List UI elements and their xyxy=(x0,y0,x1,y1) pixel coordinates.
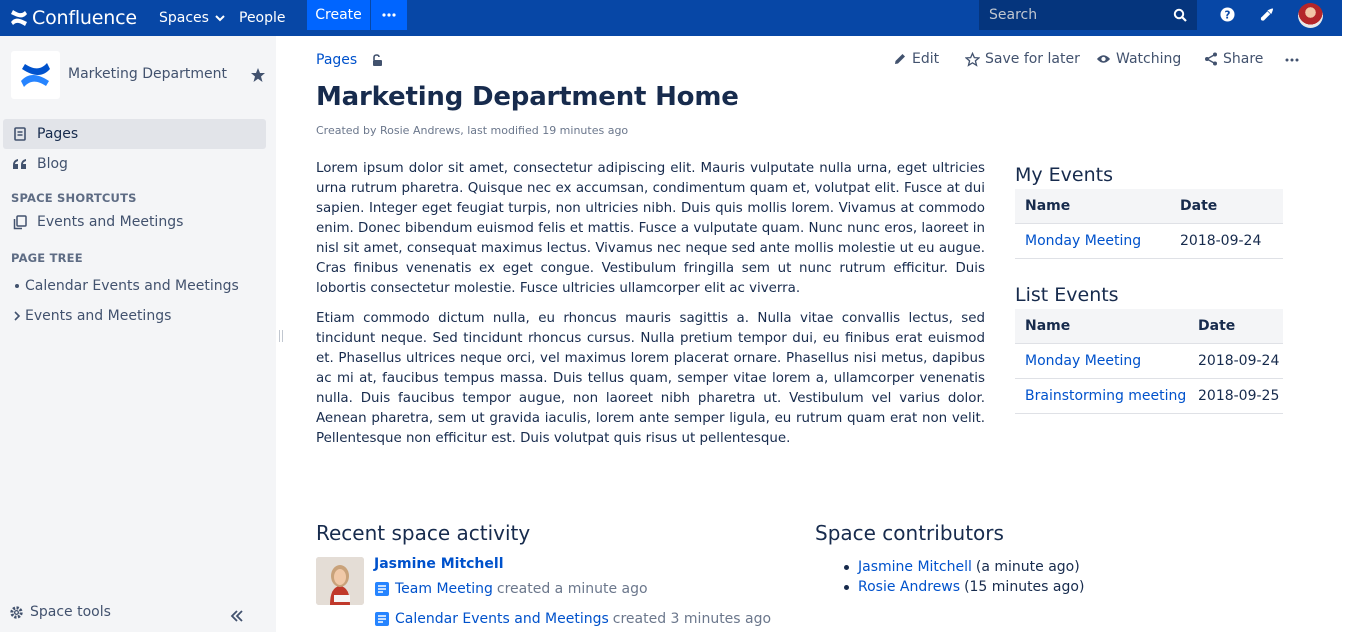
sidebar-item-pages[interactable] xyxy=(3,119,266,149)
more-actions-button[interactable] xyxy=(1285,58,1299,62)
tree-item-label: Calendar Events and Meetings xyxy=(25,278,239,294)
activity-meta: created a minute ago xyxy=(496,581,648,597)
list-item xyxy=(841,577,1084,597)
event-date: 2018-09-24 xyxy=(1170,223,1283,258)
tree-item-calendar-events[interactable] xyxy=(8,271,239,301)
activity-page-link[interactable]: Calendar Events and Meetings xyxy=(395,611,609,627)
brand-name: Confluence xyxy=(32,7,137,29)
page-icon xyxy=(374,581,390,597)
more-dots-icon xyxy=(382,13,396,17)
shortcut-events-and-meetings[interactable] xyxy=(0,207,266,237)
sidebar-item-blog[interactable] xyxy=(0,149,266,179)
share-button[interactable] xyxy=(1204,51,1263,67)
list-item xyxy=(841,557,1084,577)
confluence-space-icon xyxy=(11,51,60,99)
space-contributors-heading: Space contributors xyxy=(815,521,1004,545)
edit-button[interactable] xyxy=(893,51,939,67)
pencil-icon xyxy=(893,52,907,66)
create-button[interactable]: Create xyxy=(307,0,370,30)
eye-icon xyxy=(1096,53,1111,65)
table-row xyxy=(1015,378,1283,413)
top-navigation-bar xyxy=(0,0,1342,36)
space-shortcuts-heading: SPACE SHORTCUTS xyxy=(11,191,137,205)
body-paragraph: Lorem ipsum dolor sit amet, consectetur adipiscing elit. Mauris vulputate nulla urna, eget ultricies urna rutrum pharetra. Quisque nec ex accumsan, condimentum quam et, volutpat elit. Fusce at dui sapien. Integer eget feugiat turpis, non ultricies nibh. Duis quis mollis lorem. Vivamus at commodo enim. Donec bibendum euismod felis et mattis. Fusce a vulputate quam. Nunc nunc eros, laoreet in nisl sit amet, consequat maximus lectus. Vivamus nec neque sed ante mollis molestie ut eu augue. Cras finibus venenatis ex eget congue. Vestibulum fringilla sem ut nunc rutrum efficitur. Duis lobortis consectetur molestie. Fusce ultricies ullamcorper elit ac viverra. xyxy=(316,161,985,296)
activity-entry xyxy=(374,611,771,627)
activity-page-link[interactable]: Team Meeting xyxy=(395,581,493,597)
save-for-later-button[interactable] xyxy=(965,51,1080,67)
unlocked-restrictions-icon[interactable] xyxy=(371,54,383,67)
recent-activity-heading: Recent space activity xyxy=(316,521,531,545)
search-icon xyxy=(1173,8,1187,22)
activity-user-link[interactable]: Jasmine Mitchell xyxy=(374,556,504,572)
page-byline: Created by Rosie Andrews, last modified 19 minutes ago xyxy=(316,124,629,137)
column-header: Name xyxy=(1015,309,1188,343)
breadcrumb xyxy=(316,52,383,68)
event-date: 2018-09-24 xyxy=(1188,343,1283,378)
chevron-down-icon xyxy=(213,11,227,25)
my-events-table xyxy=(1015,189,1283,259)
star-filled-icon[interactable] xyxy=(250,67,266,83)
space-logo[interactable] xyxy=(11,51,60,99)
more-dots-icon xyxy=(1285,58,1299,62)
list-events-heading: List Events xyxy=(1015,284,1119,306)
edit-label: Edit xyxy=(912,51,940,67)
shortcut-label: Events and Meetings xyxy=(37,214,184,230)
contributors-list xyxy=(841,557,1084,597)
tree-item-events-and-meetings[interactable] xyxy=(8,301,171,331)
star-outline-icon xyxy=(965,52,980,67)
save-label: Save for later xyxy=(985,51,1080,67)
column-header: Date xyxy=(1188,309,1283,343)
share-label: Share xyxy=(1223,51,1264,67)
copy-icon xyxy=(13,215,27,230)
page-icon xyxy=(374,611,390,627)
share-icon xyxy=(1204,52,1218,66)
help-icon[interactable] xyxy=(1220,7,1235,22)
svg-text:?: ? xyxy=(1224,9,1231,22)
body-paragraph: Etiam commodo dictum nulla, eu rhoncus mauris sagittis a. Nulla vitae convallis lectus, sed tincidunt neque. Sed tincidunt rhoncus cursus. Nulla pretium tempor dui, eu finibus erat euismod et. Phasellus ultrices neque orci, vel maximus lorem placerat ornare. Phasellus nisi metus, dapibus ac mi at, faucibus tempus massa. Duis tellus quam, semper vitae lorem a, ullamcorper venenatis nulla. Duis faucibus tempor augue, non laoreet nibh pharetra ut. Vestibulum vel varius dolor. Aenean pharetra, sem ut gravida iaculis, lorem ante semper ligula, eu rutrum quam erat non velit. Pellentesque non efficitur est. Duis volutpat quis risus ut pellentesque. xyxy=(316,311,985,446)
user-photo xyxy=(316,557,364,605)
activity-user-avatar[interactable] xyxy=(316,557,364,605)
sidebar-resize-handle[interactable] xyxy=(279,330,283,342)
sidebar-item-label: Blog xyxy=(37,156,68,172)
contributor-time: (a minute ago) xyxy=(975,559,1080,575)
space-name[interactable]: Marketing Department xyxy=(68,66,227,82)
user-avatar[interactable] xyxy=(1298,3,1323,28)
space-sidebar xyxy=(0,36,276,632)
bullet-icon xyxy=(14,283,20,289)
confluence-logo-icon xyxy=(10,9,28,27)
blog-quote-icon xyxy=(12,158,28,170)
event-link[interactable]: Monday Meeting xyxy=(1025,232,1142,249)
activity-entry xyxy=(374,581,648,597)
activity-meta: created 3 minutes ago xyxy=(612,611,772,627)
search-placeholder: Search xyxy=(989,7,1038,23)
column-header: Name xyxy=(1015,189,1170,223)
pages-icon xyxy=(14,127,26,141)
collapse-sidebar-icon[interactable] xyxy=(230,610,244,622)
window-edge xyxy=(1342,0,1351,632)
space-tools-label: Space tools xyxy=(30,604,111,620)
event-date: 2018-09-25 xyxy=(1188,378,1283,413)
chevron-right-icon[interactable] xyxy=(13,311,21,321)
contributor-link[interactable]: Rosie Andrews xyxy=(858,579,961,595)
contributor-link[interactable]: Jasmine Mitchell xyxy=(858,559,972,575)
people-label: People xyxy=(239,10,286,26)
column-header: Date xyxy=(1170,189,1283,223)
table-row xyxy=(1015,343,1283,378)
page-title: Marketing Department Home xyxy=(316,82,739,112)
event-link[interactable]: Brainstorming meeting xyxy=(1025,387,1187,404)
spaces-label: Spaces xyxy=(159,10,209,26)
sidebar-item-label: Pages xyxy=(37,126,79,142)
event-link[interactable]: Monday Meeting xyxy=(1025,352,1142,369)
notifications-megaphone-icon[interactable] xyxy=(1259,7,1274,23)
page-tree-heading: PAGE TREE xyxy=(11,251,83,265)
space-tools-button[interactable] xyxy=(9,604,111,620)
watching-label: Watching xyxy=(1116,51,1182,67)
gear-icon xyxy=(9,605,24,620)
tree-item-label: Events and Meetings xyxy=(25,308,172,324)
breadcrumb-pages-link[interactable]: Pages xyxy=(316,52,358,68)
table-row xyxy=(1015,223,1283,258)
spaces-menu[interactable] xyxy=(159,0,227,36)
watching-button[interactable] xyxy=(1096,51,1181,67)
list-events-table xyxy=(1015,309,1283,414)
contributor-time: (15 minutes ago) xyxy=(964,579,1085,595)
create-more-button[interactable] xyxy=(371,0,407,30)
people-link[interactable] xyxy=(239,0,286,36)
confluence-logo[interactable] xyxy=(10,4,137,32)
my-events-heading: My Events xyxy=(1015,164,1114,186)
search-input[interactable] xyxy=(979,0,1197,30)
